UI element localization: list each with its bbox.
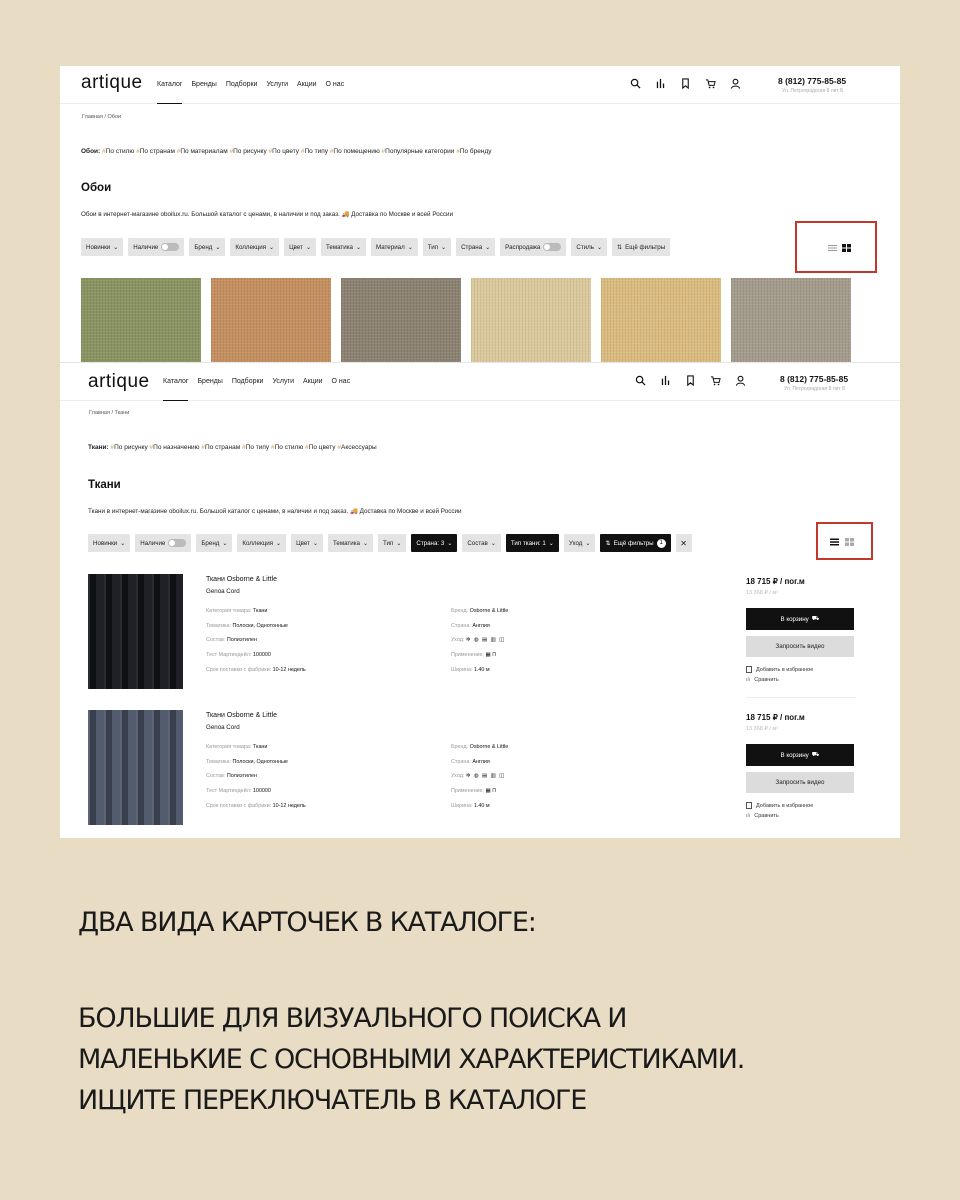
view-switch-highlight (795, 221, 877, 273)
spec-composition: Состав: Полиэтилен (206, 773, 258, 779)
product-price: 18 715 ₽ / пог.м (746, 713, 805, 722)
product-image[interactable] (88, 574, 183, 689)
screenshot-wallpaper-catalog (60, 66, 900, 362)
spec-usage: Применение: ▦ ⊓ (451, 652, 497, 658)
caption-line-1: ДВА ВИДА КАРТОЧЕК В КАТАЛОГЕ: (78, 907, 536, 938)
compare-icon: ılı (746, 677, 751, 683)
category-link[interactable]: По помещению (333, 148, 380, 155)
product-name[interactable]: Ткани Osborne & Little (206, 712, 277, 719)
hash-icon: # (110, 444, 115, 451)
cart-icon: ⛟ (811, 751, 820, 758)
more-filters-button[interactable]: ⇅ Ещё фильтры (612, 238, 670, 256)
chevron-down-icon: ⌄ (355, 244, 362, 251)
filter-collection[interactable]: Коллекция ⌄ (237, 534, 286, 552)
nav-brands[interactable]: Бренды (197, 378, 223, 385)
logo[interactable]: artique (88, 371, 150, 392)
filter-care[interactable]: Уход ⌄ (564, 534, 596, 552)
filter-color[interactable]: Цвет ⌄ (291, 534, 323, 552)
screenshot-fabric-catalog (60, 362, 900, 838)
sale-toggle[interactable] (543, 243, 561, 251)
chevron-down-icon: ⌄ (447, 540, 453, 547)
search-icon[interactable] (630, 78, 641, 89)
product-price-per-m2: 13 368 ₽ / м² (746, 726, 779, 732)
filter-availability[interactable]: Наличие (128, 238, 184, 256)
hash-icon: # (329, 148, 334, 155)
product-tile[interactable] (341, 278, 461, 362)
spec-martindale: Тест Мартиндейл: 100000 (206, 788, 271, 794)
hash-icon: # (270, 444, 275, 451)
chevron-down-icon: ⌄ (485, 244, 491, 251)
category-link[interactable]: По стилю (105, 148, 135, 155)
nav-promotions[interactable]: Акции (296, 81, 317, 88)
filter-brand[interactable]: Бренд ⌄ (196, 534, 232, 552)
request-video-button[interactable]: Запросить видео (746, 772, 854, 793)
list-view-icon[interactable] (828, 244, 837, 252)
category-link[interactable]: По цвету (272, 148, 300, 155)
usage-icons: ▦ ⊓ (485, 652, 497, 658)
hash-icon: # (136, 148, 140, 155)
spec-composition: Состав: Полиэтилен (206, 637, 258, 643)
product-tile[interactable] (601, 278, 721, 362)
chevron-down-icon: ⌄ (305, 244, 311, 251)
filter-count-badge: 1 (657, 539, 666, 548)
spec-delivery: Срок поставки с фабрики: 10-12 недель (206, 667, 306, 673)
main-nav (157, 66, 344, 104)
cart-icon[interactable] (710, 375, 721, 386)
category-link[interactable]: По цвету (308, 444, 336, 451)
chevron-down-icon: ⌄ (362, 540, 369, 547)
category-link[interactable]: Популярные категории (385, 148, 455, 155)
header-icons (630, 78, 741, 89)
grid-view-icon[interactable] (842, 244, 851, 252)
spec-category: Категория товара: Ткани (206, 744, 268, 750)
category-link[interactable]: По типу (304, 148, 328, 155)
bookmark-icon[interactable] (680, 78, 691, 89)
filter-type[interactable]: Тип ⌄ (378, 534, 406, 552)
breadcrumb[interactable]: Главная / Ткани (89, 410, 130, 416)
spec-delivery: Срок поставки с фабрики: 10-12 недель (206, 803, 306, 809)
chevron-down-icon: ⌄ (113, 244, 119, 251)
category-link[interactable]: По странам (139, 148, 175, 155)
page-title: Ткани (88, 479, 121, 491)
chevron-down-icon: ⌄ (441, 244, 447, 251)
user-icon[interactable] (735, 375, 746, 386)
compare-icon[interactable] (660, 375, 671, 386)
chevron-down-icon: ⌄ (276, 540, 282, 547)
spec-theme: Тематика: Полоски, Однотонные (206, 759, 288, 765)
hash-icon: # (305, 444, 309, 451)
hash-icon: # (242, 444, 246, 451)
nav-catalog[interactable]: Каталог (163, 363, 188, 401)
spec-width: Ширина: 1.40 м (451, 667, 490, 673)
product-model[interactable]: Genoa Cord (206, 588, 240, 595)
sliders-icon: ⇅ (616, 243, 623, 251)
filter-novelty[interactable]: Новинки ⌄ (88, 534, 130, 552)
hash-icon: # (176, 148, 181, 155)
category-link[interactable]: По типу (245, 444, 270, 451)
product-image[interactable] (88, 710, 183, 825)
page-description: Ткани в интернет-магазине oboilux.ru. Большой каталог с ценами, в наличии и под заказ. 🚚 Доставка по Москве и всей России (88, 508, 462, 515)
nav-promotions[interactable]: Акции (302, 378, 323, 385)
product-tile[interactable] (471, 278, 591, 362)
product-tile[interactable] (81, 278, 201, 362)
add-to-favorites-link[interactable]: Добавить в избранное (746, 666, 813, 673)
spec-width: Ширина: 1.40 м (451, 803, 490, 809)
compare-icon: ılı (746, 813, 751, 819)
hash-icon: # (300, 148, 305, 155)
filter-material[interactable]: Материал ⌄ (371, 238, 418, 256)
care-icons: ✲ ◍ ▤ ▥ ◫ (465, 773, 506, 779)
address: Ул. Петроградская 8 лит Б (782, 88, 844, 94)
spec-brand: Бренд: Osborne & Little (451, 744, 509, 750)
breadcrumb[interactable]: Главная / Обои (82, 114, 122, 120)
chevron-down-icon: ⌄ (548, 540, 554, 547)
user-icon[interactable] (730, 78, 741, 89)
hash-icon: # (337, 444, 341, 451)
filter-availability[interactable]: Наличие (135, 534, 191, 552)
chevron-down-icon: ⌄ (269, 244, 275, 251)
spec-theme: Тематика: Полоски, Однотонные (206, 623, 288, 629)
request-video-button[interactable]: Запросить видео (746, 636, 854, 657)
filter-color[interactable]: Цвет ⌄ (284, 238, 316, 256)
category-link[interactable]: По странам (204, 444, 241, 451)
product-grid (81, 278, 851, 362)
main-nav (163, 363, 350, 401)
chevron-down-icon: ⌄ (222, 540, 228, 547)
nav-catalog[interactable]: Каталог (157, 66, 182, 104)
hash-icon: # (268, 148, 273, 155)
category-links (88, 444, 377, 451)
compare-link[interactable]: ılı Сравнить (746, 677, 779, 683)
product-card (88, 710, 856, 838)
clear-filters-button[interactable]: ✕ (676, 534, 692, 552)
bookmark-icon (746, 666, 752, 673)
product-name[interactable]: Ткани Osborne & Little (206, 576, 277, 583)
chevron-down-icon: ⌄ (215, 244, 221, 251)
care-icons: ✲ ◍ ▤ ▥ ◫ (465, 637, 506, 643)
bookmark-icon (746, 802, 752, 809)
product-card (88, 574, 856, 704)
hash-icon: # (381, 148, 386, 155)
filter-bar (81, 238, 670, 256)
hash-icon: # (229, 148, 234, 155)
logo[interactable]: artique (81, 72, 143, 93)
spec-usage: Применение: ▦ ⊓ (451, 788, 497, 794)
more-filters-button[interactable]: ⇅ Ещё фильтры 1 (600, 534, 670, 552)
spec-martindale: Тест Мартиндейл: 100000 (206, 652, 271, 658)
filter-composition[interactable]: Состав ⌄ (462, 534, 501, 552)
category-link[interactable]: По материалам (180, 148, 228, 155)
filter-country-active[interactable]: Страна: 3 ⌄ (411, 534, 457, 552)
site-header (60, 66, 900, 104)
category-link[interactable]: Аксессуары (340, 444, 377, 451)
hash-icon: # (149, 444, 154, 451)
filter-theme[interactable]: Тематика ⌄ (321, 238, 366, 256)
compare-link[interactable]: ılı Сравнить (746, 813, 779, 819)
caption-line-3: МАЛЕНЬКИЕ С ОСНОВНЫМИ ХАРАКТЕРИСТИКАМИ. (78, 1044, 745, 1075)
spec-country: Страна: Англия (451, 759, 490, 765)
list-view-icon[interactable] (830, 538, 839, 546)
nav-brands[interactable]: Бренды (191, 81, 217, 88)
filter-style[interactable]: Стиль ⌄ (571, 238, 607, 256)
nav-services[interactable]: Услуги (272, 378, 294, 385)
product-price: 18 715 ₽ / пог.м (746, 577, 805, 586)
search-icon[interactable] (635, 375, 646, 386)
nav-collections[interactable]: Подборки (225, 81, 258, 88)
site-header (60, 363, 900, 401)
nav-about[interactable]: О нас (331, 378, 351, 385)
chevron-down-icon: ⌄ (596, 244, 602, 251)
caption-line-4: ИЩИТЕ ПЕРЕКЛЮЧАТЕЛЬ В КАТАЛОГЕ (78, 1085, 587, 1116)
cart-icon[interactable] (705, 78, 716, 89)
filter-country[interactable]: Страна ⌄ (456, 238, 495, 256)
filter-collection[interactable]: Коллекция ⌄ (230, 238, 279, 256)
spec-country: Страна: Англия (451, 623, 490, 629)
hash-icon: # (201, 444, 205, 451)
view-switch-highlight (816, 522, 873, 560)
category-link[interactable]: По рисунку (233, 148, 267, 155)
hash-icon: # (102, 148, 106, 155)
category-link[interactable]: По бренду (459, 148, 492, 155)
cart-icon: ⛟ (811, 615, 820, 622)
address: Ул. Петроградская 8 лит Б (784, 386, 846, 392)
header-icons (635, 375, 746, 386)
filter-brand[interactable]: Бренд ⌄ (189, 238, 225, 256)
filter-bar (88, 534, 692, 552)
chevron-down-icon: ⌄ (585, 540, 591, 547)
compare-icon[interactable] (655, 78, 666, 89)
divider (746, 697, 856, 698)
availability-toggle[interactable] (168, 539, 186, 547)
spec-care: Уход: ✲ ◍ ▤ ▥ ◫ (451, 637, 506, 643)
caption-line-2: БОЛЬШИЕ ДЛЯ ВИЗУАЛЬНОГО ПОИСКА И (78, 1003, 627, 1034)
chevron-down-icon: ⌄ (407, 244, 413, 251)
phone-number[interactable]: 8 (812) 775-85-85 (778, 76, 847, 86)
add-to-cart-button[interactable]: В корзину ⛟ (746, 608, 854, 630)
page-title: Обои (81, 182, 112, 194)
filter-theme[interactable]: Тематика ⌄ (328, 534, 373, 552)
product-price-per-m2: 13 368 ₽ / м² (746, 590, 779, 596)
spec-brand: Бренд: Osborne & Little (451, 608, 509, 614)
product-model[interactable]: Genoa Cord (206, 724, 240, 731)
spec-care: Уход: ✲ ◍ ▤ ▥ ◫ (451, 773, 506, 779)
add-to-cart-button[interactable]: В корзину ⛟ (746, 744, 854, 766)
chevron-down-icon: ⌄ (396, 540, 402, 547)
page-description: Обои в интернет-магазине oboilux.ru. Большой каталог с ценами, в наличии и под заказ. 🚚 Доставка по Москве и всей России (81, 211, 454, 218)
add-to-favorites-link[interactable]: Добавить в избранное (746, 802, 813, 809)
product-tile[interactable] (731, 278, 851, 362)
chevron-down-icon: ⌄ (490, 540, 496, 547)
chevron-down-icon: ⌄ (312, 540, 318, 547)
filter-type[interactable]: Тип ⌄ (423, 238, 451, 256)
usage-icons: ▦ ⊓ (485, 788, 497, 794)
availability-toggle[interactable] (161, 243, 179, 251)
filter-sale[interactable]: Распродажа (500, 238, 566, 256)
grid-view-icon[interactable] (845, 538, 854, 546)
category-label: Обои: (81, 148, 101, 155)
filter-novelty[interactable]: Новинки ⌄ (81, 238, 123, 256)
category-link[interactable]: По рисунку (114, 444, 148, 451)
hash-icon: # (456, 148, 460, 155)
product-tile[interactable] (211, 278, 331, 362)
nav-about[interactable]: О нас (325, 81, 345, 88)
nav-services[interactable]: Услуги (266, 81, 288, 88)
filter-fabric-type-active[interactable]: Тип ткани: 1 ⌄ (506, 534, 559, 552)
phone-number[interactable]: 8 (812) 775-85-85 (780, 374, 849, 384)
bookmark-icon[interactable] (685, 375, 696, 386)
nav-collections[interactable]: Подборки (231, 378, 264, 385)
chevron-down-icon: ⌄ (120, 540, 126, 547)
category-link[interactable]: По назначению (153, 444, 200, 451)
category-link[interactable]: По стилю (274, 444, 304, 451)
category-label: Ткани: (88, 444, 109, 451)
sliders-icon: ⇅ (605, 539, 611, 547)
spec-category: Категория товара: Ткани (206, 608, 268, 614)
category-links (81, 148, 492, 155)
